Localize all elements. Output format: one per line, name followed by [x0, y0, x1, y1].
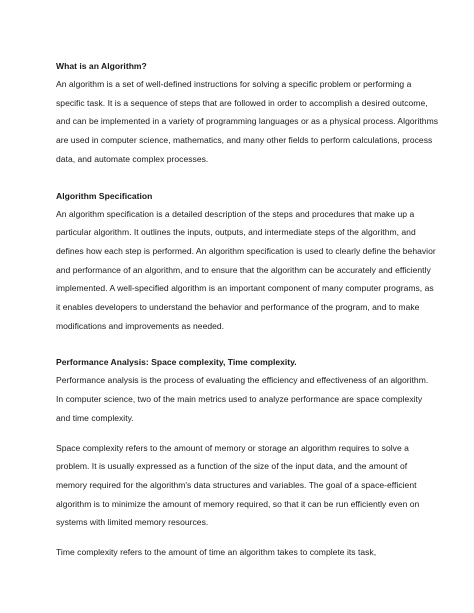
section-algorithm-specification	[56, 187, 436, 336]
text-line: it enables developers to understand the behavior and performance of the program, and to make	[56, 302, 420, 313]
text-line: are used in computer science, mathematics, and many other fields to perform calculations, process	[56, 135, 433, 146]
text-line: memory required for the algorithm's data structures and variables. The goal of a space-efficient	[56, 479, 417, 490]
paragraph	[56, 439, 424, 533]
text-line: specific task. It is a sequence of steps that are followed in order to accomplish a desired outcome,	[56, 97, 428, 108]
text-line: Time complexity refers to the amount of time an algorithm takes to complete its task,	[56, 547, 377, 558]
text-line: and can be implemented in a variety of programming languages or as a physical process. Algorithms	[56, 116, 438, 127]
text-line: data, and automate complex processes.	[56, 153, 209, 164]
text-line: An algorithm is a set of well-defined instructions for solving a specific problem or performing a	[56, 79, 412, 89]
section-performance-analysis	[56, 353, 429, 561]
text-line: systems with limited memory resources.	[56, 517, 209, 528]
text-line: and performance of an algorithm, and to ensure that the algorithm can be accurately and efficiently	[56, 264, 431, 275]
section-heading: Performance Analysis: Space complexity, Time complexity.	[56, 357, 297, 368]
paragraph-spacer	[56, 428, 424, 439]
paragraph	[56, 543, 424, 562]
paragraph	[56, 205, 436, 336]
text-line: Performance analysis is the process of evaluating the efficiency and effectiveness of an algorithm.	[56, 375, 429, 386]
text-line: modifications and improvements as needed.	[56, 320, 225, 331]
document-body	[56, 57, 438, 562]
section-what-is-algorithm	[56, 57, 438, 169]
section-spacer	[56, 169, 424, 187]
text-line: and time complexity.	[56, 412, 134, 423]
text-line: problem. It is usually expressed as a function of the size of the input data, and the amount of	[56, 461, 408, 472]
text-line: An algorithm specification is a detailed description of the steps and procedures that make up a	[56, 208, 415, 219]
paragraph-spacer	[56, 532, 424, 543]
text-line: Space complexity refers to the amount of memory or storage an algorithm requires to solve a	[56, 442, 409, 453]
text-line: defines how each step is performed. An algorithm specification is used to clearly define the behavior	[56, 245, 436, 256]
text-line: implemented. A well-specified algorithm is an important component of many computer programs, as	[56, 283, 434, 294]
text-line: In computer science, two of the main metrics used to analyze performance are space complexity	[56, 394, 423, 405]
text-line: algorithm is to minimize the amount of memory required, so that it can be run efficiently even on	[56, 498, 420, 509]
section-heading: Algorithm Specification	[56, 190, 153, 201]
text-line: particular algorithm. It outlines the inputs, outputs, and intermediate steps of the algorithm, and	[56, 227, 416, 238]
paragraph	[56, 371, 429, 427]
section-heading: What is an Algorithm?	[56, 61, 147, 71]
paragraph	[56, 75, 438, 169]
section-spacer	[56, 335, 424, 353]
